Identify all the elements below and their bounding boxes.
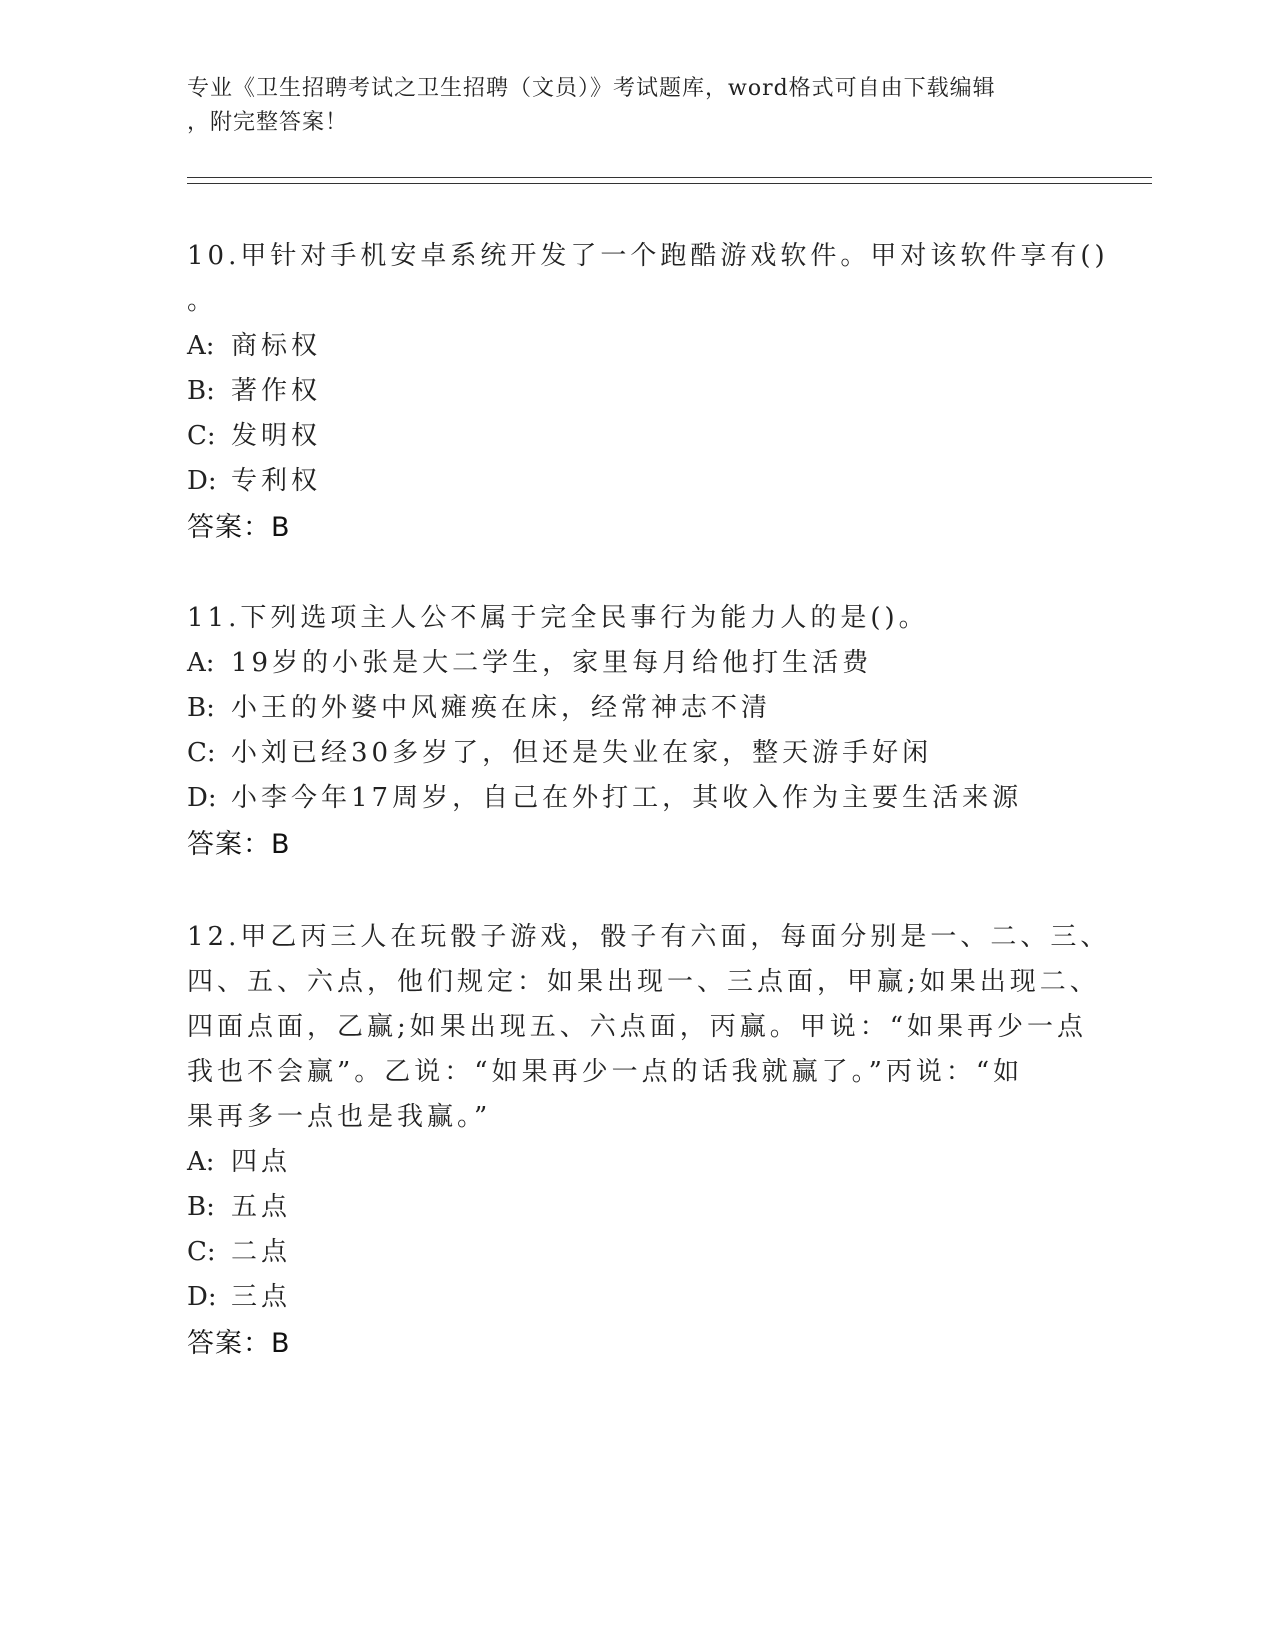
option-text: 19岁的小张是大二学生，家里每月给他打生活费: [231, 648, 873, 678]
stem-line: 我也不会赢”。乙说：“如果再少一点的话我就赢了。”丙说：“如: [187, 1057, 1024, 1087]
stem-line: 四、五、六点，他们规定：如果出现一、三点面，甲赢;如果出现二、: [187, 967, 1100, 997]
answer-line: 答案：B: [187, 829, 291, 860]
stem-line: 。: [187, 286, 218, 316]
option-letter: A:: [187, 331, 215, 361]
option-letter: C:: [187, 421, 216, 451]
answer-line: 答案：B: [187, 512, 291, 543]
option-text: 五点: [231, 1192, 292, 1222]
stem-line: 12.甲乙丙三人在玩骰子游戏，骰子有六面，每面分别是一、二、三、: [187, 922, 1111, 952]
option-letter: D:: [187, 783, 217, 813]
header-divider-top: [187, 177, 1152, 178]
option-letter: A:: [187, 1147, 215, 1177]
option-letter: A:: [187, 648, 215, 678]
option-letter: C:: [187, 738, 216, 768]
option-text: 小李今年17周岁，自己在外打工，其收入作为主要生活来源: [231, 783, 1023, 813]
question-stem: [187, 596, 1067, 641]
header-divider-bottom: [187, 183, 1152, 184]
option-d: [187, 1275, 1067, 1320]
option-letter: C:: [187, 1237, 216, 1267]
document-header: [187, 72, 1087, 140]
question-10: [187, 234, 1109, 551]
header-line-1: 专业《卫生招聘考试之卫生招聘（文员）》考试题库，word格式可自由下载编辑: [187, 76, 996, 101]
option-text: 专利权: [231, 466, 322, 496]
option-text: 发明权: [231, 421, 322, 451]
question-stem: [187, 915, 1111, 1140]
option-text: 三点: [231, 1282, 292, 1312]
option-c: [187, 731, 1067, 776]
option-letter: B:: [187, 376, 215, 406]
answer-line: 答案：B: [187, 1328, 291, 1359]
option-text: 小刘已经30多岁了，但还是失业在家，整天游手好闲: [231, 738, 933, 768]
option-letter: D:: [187, 1282, 217, 1312]
question-11: [187, 596, 1067, 868]
question-12: [187, 915, 1111, 1367]
option-c: [187, 1230, 1067, 1275]
question-stem: [187, 234, 1109, 324]
option-b: [187, 369, 1067, 414]
option-d: [187, 776, 1067, 821]
option-d: [187, 459, 1067, 504]
option-b: [187, 686, 1067, 731]
option-b: [187, 1185, 1067, 1230]
option-letter: D:: [187, 466, 217, 496]
stem-line: 10.甲针对手机安卓系统开发了一个跑酷游戏软件。甲对该软件享有(): [187, 241, 1109, 271]
stem-line: 果再多一点也是我赢。”: [187, 1102, 492, 1132]
option-a: [187, 324, 1067, 369]
option-text: 二点: [231, 1237, 292, 1267]
option-c: [187, 414, 1067, 459]
stem-line: 四面点面，乙赢;如果出现五、六点面，丙赢。甲说：“如果再少一点: [187, 1012, 1088, 1042]
option-letter: B:: [187, 693, 215, 723]
option-a: [187, 1140, 1067, 1185]
option-text: 四点: [231, 1147, 292, 1177]
option-text: 商标权: [231, 331, 322, 361]
option-text: 小王的外婆中风瘫痪在床，经常神志不清: [231, 693, 772, 723]
option-text: 著作权: [231, 376, 322, 406]
option-a: [187, 641, 1067, 686]
header-line-2: ，附完整答案！: [187, 110, 349, 135]
stem-line: 11.下列选项主人公不属于完全民事行为能力人的是()。: [187, 603, 929, 633]
option-letter: B:: [187, 1192, 215, 1222]
